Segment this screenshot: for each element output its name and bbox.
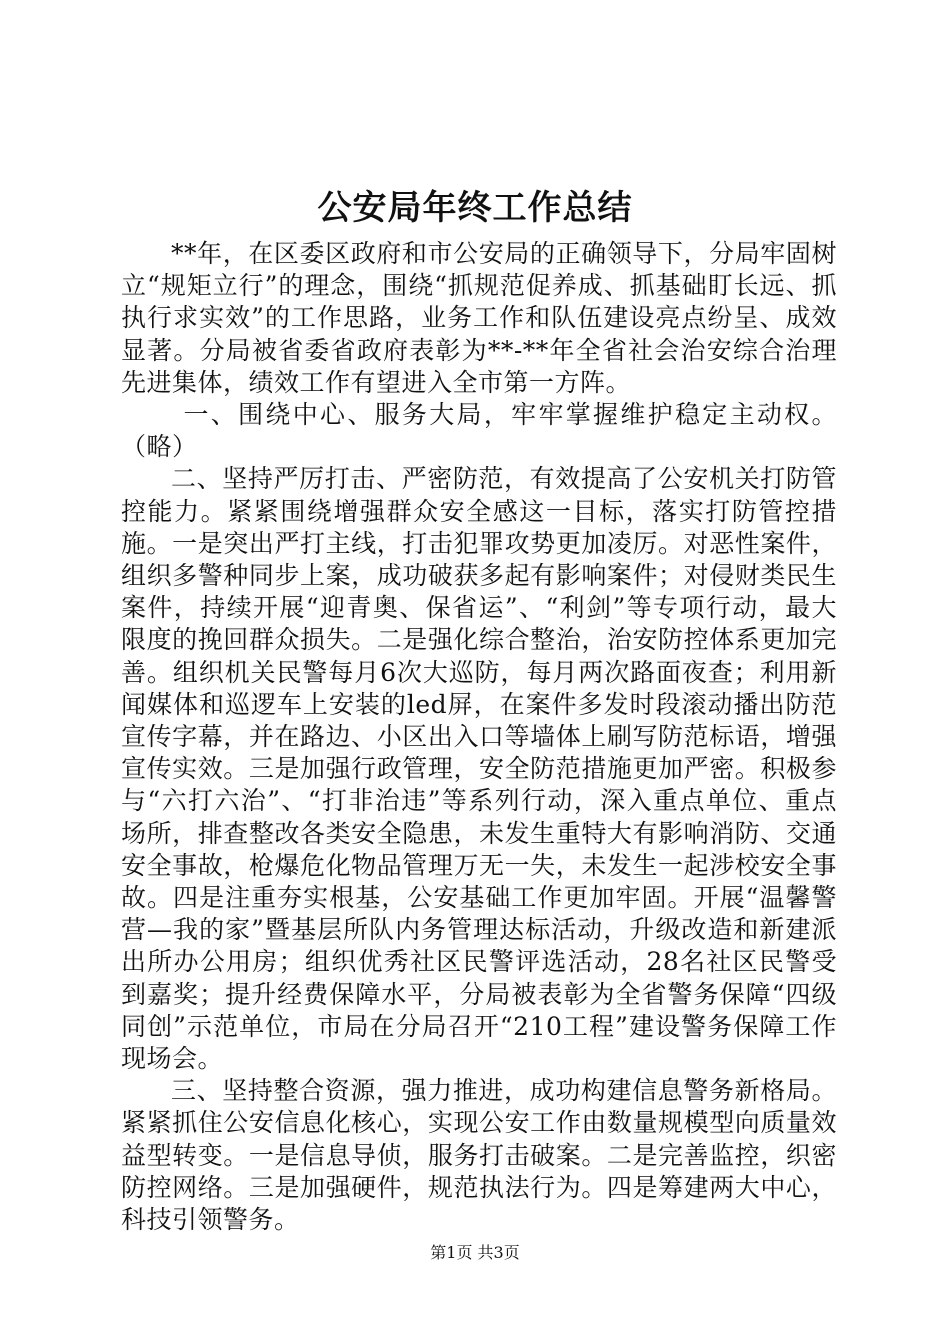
intro-paragraph: **年，在区委区政府和市公安局的正确领导下，分局牢固树立“规矩立行”的理念，围绕“抓规范促养成、抓基础盯长远、抓执行求实效”的工作思路，业务工作和队伍建设亮点纷呈、成效显著。分局被省委省政府表彰为**-**年全省社会治安综合治理先进集体，绩效工作有望进入全市第一方阵。 <box>121 239 837 397</box>
document-title: 公安局年终工作总结 <box>317 188 633 228</box>
section-three-paragraph: 三、坚持整合资源，强力推进，成功构建信息警务新格局。紧紧抓住公安信息化核心，实现公安工作由数量规模型向质量效益型转变。一是信息导侦，服务打击破案。二是完善监控，织密防控网络。三是加强硬件，规范执法行为。四是筹建两大中心，科技引领警务。 <box>121 1076 837 1235</box>
document-body <box>121 238 837 1236</box>
page-footer: 第1页 共3页 <box>430 1243 520 1262</box>
section-one-paragraph: 一、围绕中心、服务大局，牢牢掌握维护稳定主动权。（略） <box>121 400 837 462</box>
section-two-paragraph: 二、坚持严厉打击、严密防范，有效提高了公安机关打防管控能力。紧紧围绕增强群众安全感这一目标，落实打防管控措施。一是突出严打主线，打击犯罪攻势更加凌厉。对恶性案件，组织多警种同步上案，成功破获多起有影响案件；对侵财类民生案件，持续开展“迎青奥、保省运”、“利剑”等专项行动，最大限度的挽回群众损失。二是强化综合整治，治安防控体系更加完善。组织机关民警每月6次大巡防，每月两次路面夜查；利用新闻媒体和巡逻车上安装的led屏，在案件多发时段滚动播出防范宣传字幕，并在路边、小区出入口等墙体上刷写防范标语，增强宣传实效。三是加强行政管理，安全防范措施更加严密。积极参与“六打六治”、“打非治违”等系列行动，深入重点单位、重点场所，排查整改各类安全隐患，未发生重特大有影响消防、交通安全事故，枪爆危化物品管理万无一失，未发生一起涉校安全事故。四是注重夯实根基，公安基础工作更加牢固。开展“温馨警营—我的家”暨基层所队内务管理达标活动，升级改造和新建派出所办公用房；组织优秀社区民警评选活动，28名社区民警受到嘉奖；提升经费保障水平，分局被表彰为全省警务保障“四级同创”示范单位，市局在分局召开“210工程”建设警务保障工作现场会。 <box>121 464 837 1074</box>
